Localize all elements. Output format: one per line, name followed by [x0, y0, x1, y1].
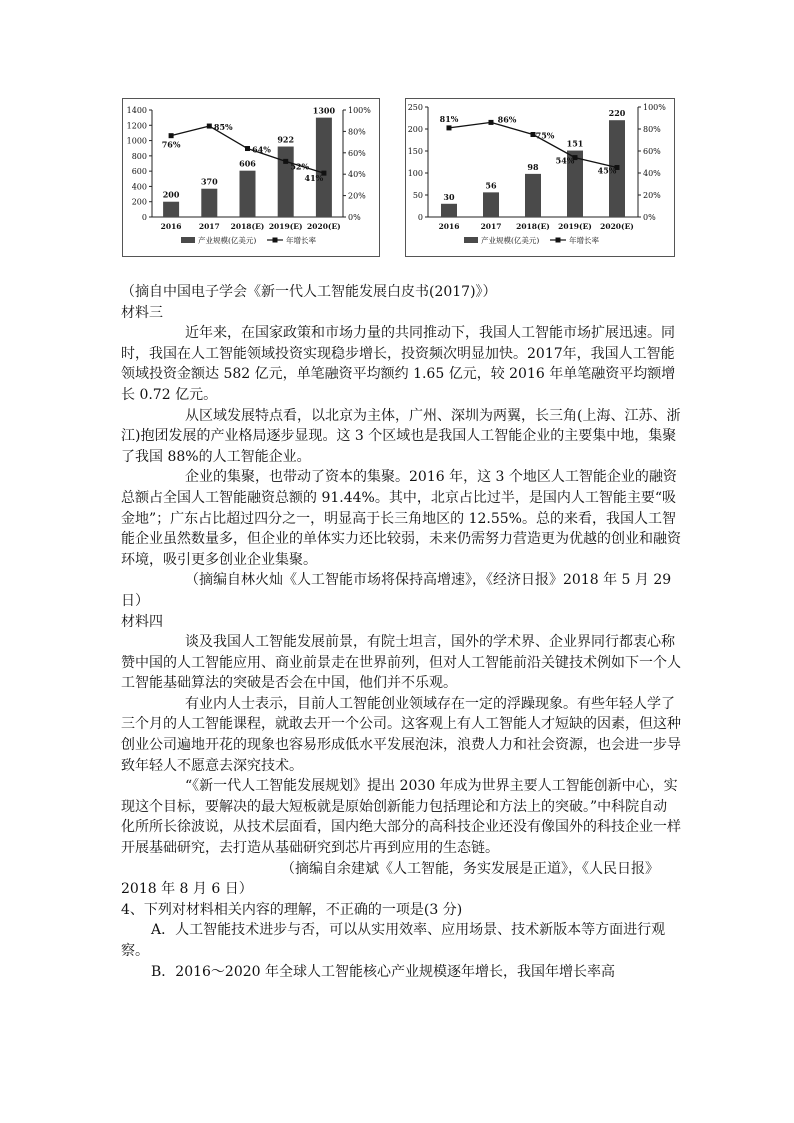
- option-a: A．人工智能技术进步与否，可以从实用效率、应用场景、技术新版本等方面进行观察。: [121, 922, 666, 959]
- document-body: [121, 282, 681, 982]
- material-four-source: （摘编自余建斌《人工智能，务实发展是正道》，《人民日报》2018 年 8 月 6 日）: [121, 860, 659, 898]
- growth-rate-label: 81%: [439, 113, 459, 124]
- material-four-title: 材料四: [121, 613, 163, 630]
- bar-value-label: 151: [566, 138, 584, 149]
- growth-rate-label: 64%: [252, 144, 271, 155]
- growth-rate-marker: [447, 125, 452, 130]
- y-left-tick-label: 0: [417, 213, 423, 222]
- chart-china-svg: [406, 99, 674, 256]
- growth-rate-label: 45%: [597, 165, 617, 176]
- growth-rate-marker: [207, 124, 212, 129]
- bar: [278, 147, 294, 217]
- y-left-tick-label: 100: [407, 169, 423, 178]
- growth-rate-marker: [245, 146, 250, 151]
- x-tick-label: 2017: [198, 222, 220, 231]
- bar: [483, 192, 499, 217]
- chart-global-svg: [123, 99, 379, 256]
- legend-line-label: 年增长率: [569, 236, 599, 245]
- bar-value-label: 30: [443, 191, 455, 202]
- y-right-tick-label: 100%: [643, 103, 666, 112]
- x-tick-label: 2018(E): [516, 222, 550, 231]
- x-tick-label: 2019(E): [268, 222, 303, 231]
- y-right-tick-label: 60%: [643, 147, 661, 156]
- y-right-tick-label: 80%: [643, 125, 661, 134]
- chart-global-ai-industry: [122, 98, 380, 257]
- y-left-tick-label: 600: [131, 167, 147, 177]
- growth-rate-label: 75%: [535, 130, 555, 141]
- bar-value-label: 98: [527, 161, 539, 172]
- y-right-tick-label: 100%: [348, 106, 371, 115]
- y-left-tick-label: 0: [141, 213, 147, 222]
- growth-rate-marker: [169, 133, 174, 138]
- x-tick-label: 2016: [438, 222, 460, 231]
- legend-line-label: 年增长率: [286, 236, 316, 245]
- material-three-paragraph-1: 近年来，在国家政策和市场力量的共同推动下，我国人工智能市场扩展迅速。同时，我国在人工智能领域投资实现稳步增长，投资频次明显加快。2017年，我国人工智能领域投资金额达 582 亿元，单笔融资平均额约 1.65 亿元，较 2016 年单笔融资平均额增长 0.72 亿元。: [121, 325, 676, 403]
- material-four-paragraph-1: 谈及我国人工智能发展前景，有院士坦言，国外的学术界、企业界同行都衷心称赞中国的人工智能应用、商业前景走在世界前列，但对人工智能前沿关键技术例如下一个人工智能基础算法的突破是否会在中国，他们并不乐观。: [121, 634, 681, 692]
- y-left-tick-label: 1200: [126, 121, 147, 131]
- bar-value-label: 922: [277, 134, 295, 145]
- material-three-source: （摘编自林火灿《人工智能市场将保持高增速》，《经济日报》2018 年 5 月 29 日）: [121, 572, 672, 609]
- growth-rate-line: [449, 122, 617, 167]
- legend-bar-swatch: [464, 237, 478, 243]
- bar: [525, 174, 541, 217]
- growth-rate-label: 76%: [161, 139, 181, 150]
- chart-source-note: （摘自中国电子学会《新一代人工智能发展白皮书(2017)》）: [121, 284, 497, 300]
- bar: [240, 171, 256, 217]
- y-left-tick-label: 50: [412, 191, 423, 200]
- x-tick-label: 2016: [160, 222, 182, 231]
- growth-rate-marker: [283, 159, 288, 164]
- y-right-tick-label: 40%: [643, 169, 661, 178]
- growth-rate-label: 54%: [555, 155, 575, 166]
- legend-bar-swatch: [181, 237, 195, 243]
- bar: [201, 189, 217, 217]
- growth-rate-marker: [489, 120, 494, 125]
- y-left-tick-label: 150: [407, 147, 423, 156]
- bar: [316, 118, 332, 217]
- bar: [441, 204, 457, 217]
- x-tick-label: 2018(E): [230, 222, 265, 231]
- y-right-tick-label: 60%: [348, 148, 366, 158]
- y-left-tick-label: 250: [407, 103, 423, 112]
- growth-rate-label: 52%: [290, 161, 310, 172]
- y-left-tick-label: 400: [131, 182, 147, 192]
- material-three-title: 材料三: [121, 304, 163, 321]
- bar-value-label: 220: [608, 108, 626, 119]
- x-tick-label: 2020(E): [307, 222, 341, 231]
- y-right-tick-label: 80%: [348, 127, 366, 137]
- bar: [163, 202, 179, 217]
- chart-china-ai-industry: [405, 98, 675, 257]
- bar-value-label: 370: [200, 176, 218, 187]
- legend-line-marker: [556, 238, 561, 243]
- material-three-paragraph-3: 企业的集聚，也带动了资本的集聚。2016 年，这 3 个地区人工智能企业的融资总额占全国人工智能融资总额的 91.44%。其中，北京占比过半，是国内人工智能主要“吸金地”；广东占比超过四分之一，明显高于长三角地区的 12.55%。总的来看，我国人工智能企业虽然数量多，但企业的单体实力还比较弱，未来仍需努力营造更为优越的创业和融资环境，吸引更多创业企业集聚。: [121, 469, 681, 568]
- question-4: 4、下列对材料相关内容的理解，不正确的一项是(3 分): [121, 901, 463, 918]
- legend-line-marker: [273, 238, 278, 243]
- material-four-paragraph-2: 有业内人士表示，目前人工智能创业领域存在一定的浮躁现象。有些年轻人学了三个月的人工智能课程，就敢去开一个公司。这客观上有人工智能人才短缺的因素，但这种创业公司遍地开花的现象也容易形成低水平发展泡沫，浪费人力和社会资源，也会进一步导致年轻人不愿意去深究技术。: [121, 695, 681, 774]
- bar-value-label: 606: [239, 158, 256, 169]
- y-right-tick-label: 0%: [643, 213, 656, 222]
- legend-bar-label: 产业规模(亿美元): [481, 236, 540, 245]
- growth-rate-label: 85%: [213, 122, 233, 133]
- y-right-tick-label: 40%: [348, 170, 366, 180]
- material-three-paragraph-2: 从区域发展特点看，以北京为主体，广州、深圳为两翼，长三角(上海、江苏、浙江)抱团发展的产业格局逐步显现。这 3 个区域也是我国人工智能企业的主要集中地，集聚了我国 88%的人工智能企业。: [121, 407, 681, 465]
- x-tick-label: 2020(E): [600, 222, 634, 231]
- y-left-tick-label: 1400: [126, 106, 147, 115]
- bar-value-label: 56: [485, 180, 497, 191]
- y-left-tick-label: 200: [407, 125, 423, 134]
- y-left-tick-label: 1000: [126, 136, 147, 146]
- bar-value-label: 1300: [312, 105, 336, 116]
- bar-value-label: 200: [162, 189, 180, 200]
- x-tick-label: 2017: [480, 222, 502, 231]
- growth-rate-label: 86%: [497, 114, 517, 125]
- y-left-tick-label: 800: [131, 151, 147, 161]
- y-right-tick-label: 20%: [643, 191, 661, 200]
- y-right-tick-label: 0%: [348, 213, 361, 222]
- legend-bar-label: 产业规模(亿美元): [198, 236, 257, 245]
- option-b: B．2016～2020 年全球人工智能核心产业规模逐年增长，我国年增长率高: [151, 963, 615, 980]
- material-four-paragraph-3: “《新一代人工智能发展规划》提出 2030 年成为世界主要人工智能创新中心，实现这个目标，要解决的最大短板就是原始创新能力包括理论和方法上的突破。”中科院自动化所所长徐波说，从技术层面看，国内绝大部分的高科技企业还没有像国外的科技企业一样开展基础研究，去打造从基础研究到芯片再到应用的生态链。: [121, 778, 681, 857]
- y-left-tick-label: 200: [131, 197, 147, 207]
- x-tick-label: 2019(E): [558, 222, 592, 231]
- growth-rate-label: 41%: [304, 173, 324, 184]
- y-right-tick-label: 20%: [348, 191, 366, 201]
